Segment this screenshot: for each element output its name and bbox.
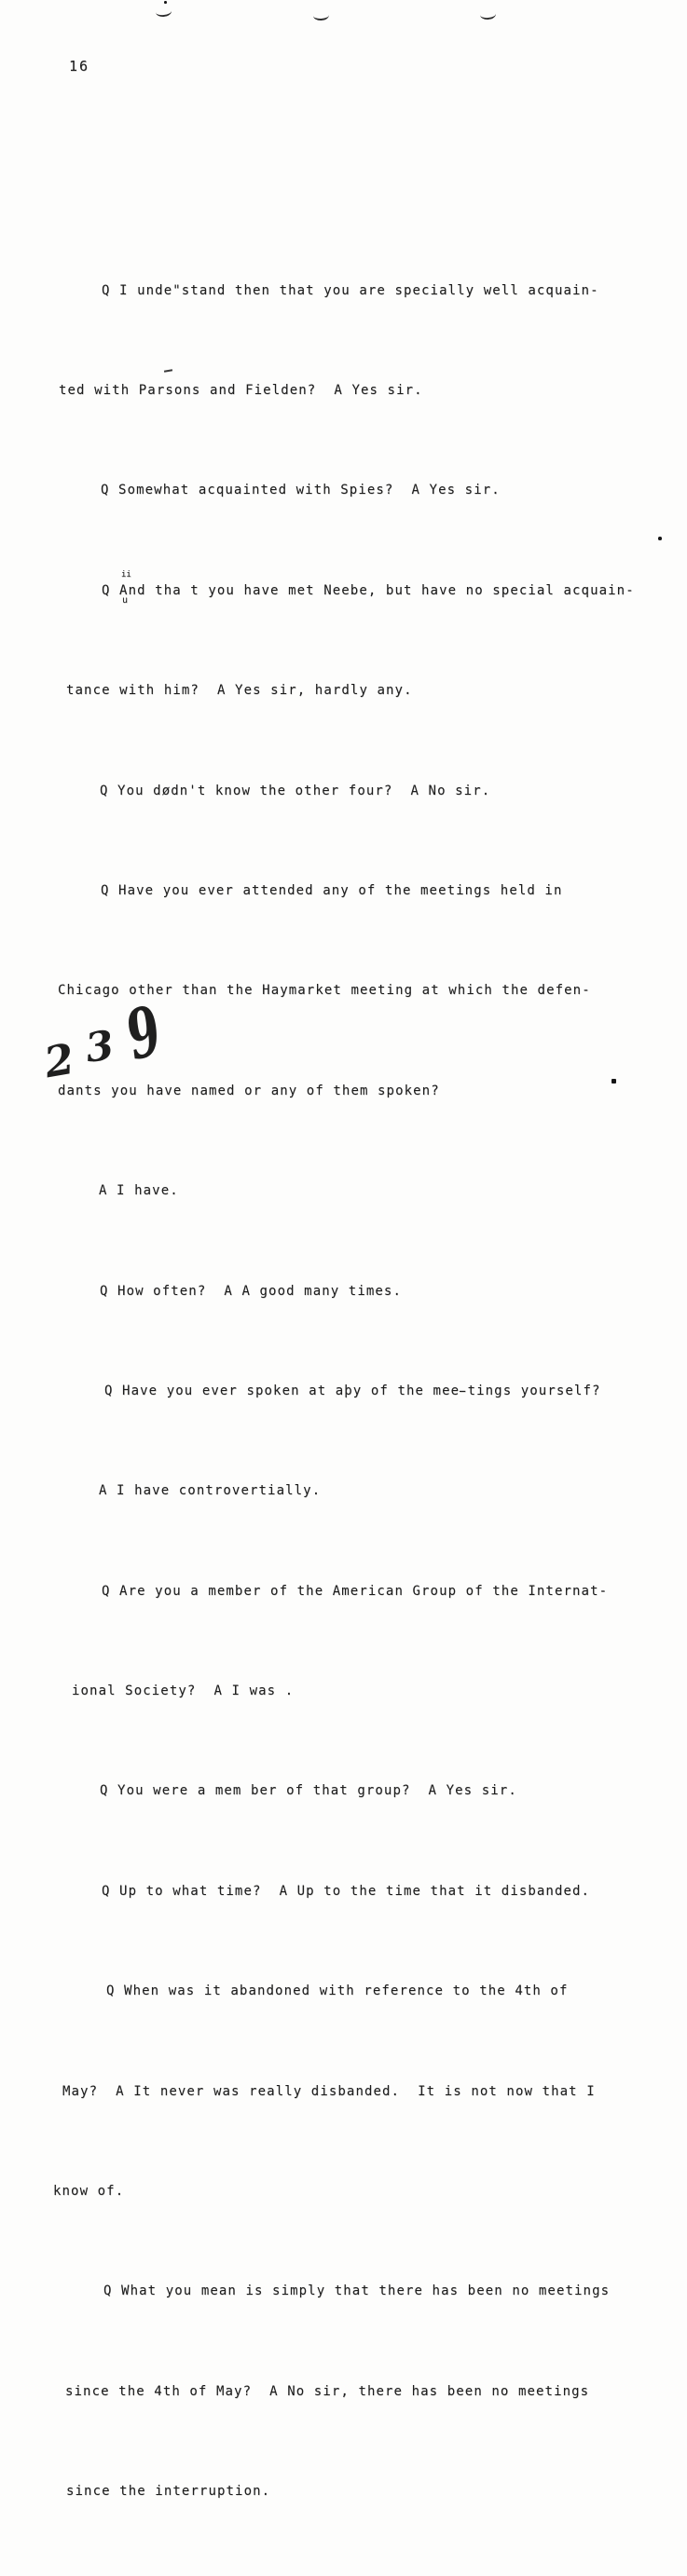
transcript-line: A I have. — [99, 1183, 179, 1199]
transcript-line: Q Have you ever spoken at aþy of the mee̵tings yourself? — [104, 1383, 601, 1398]
overtype-mark: ii — [121, 570, 131, 579]
transcript-line: Q Somewhat acquainted with Spies? A Yes sir. — [101, 483, 501, 498]
punch-mark-arc — [155, 6, 172, 18]
transcript-line: since the interruption. — [66, 2484, 271, 2500]
transcript-line: Chicago other than the Haymarket meeting at which the defen- — [58, 983, 591, 999]
transcript-line: Q What you mean is simply that there has been no meetings — [103, 2283, 611, 2299]
transcript-line: Q Up to what time? A Up to the time that it disbanded. — [102, 1883, 591, 1899]
transcript-line: Q You were a mem ber of that group? A Yes sir. — [100, 1783, 517, 1799]
transcript-line: ional Society? A I was . — [72, 1683, 295, 1699]
transcript-line: A I have controvertially. — [99, 1483, 322, 1499]
transcript-line: Q Have you ever attended any of the meetings held in — [101, 882, 563, 898]
transcript-line: know of. — [53, 2184, 125, 2200]
transcript-line: Q You dødn't know the other four? A No sir. — [100, 783, 491, 798]
punch-mark-arc — [313, 10, 330, 21]
overtype-mark: u — [122, 595, 129, 606]
handwritten-digit: 3 — [82, 1022, 117, 1072]
ink-speck — [611, 1079, 616, 1084]
page-number: 16 — [69, 58, 90, 75]
punch-mark-arc — [480, 8, 497, 20]
transcript-line: May? A It never was really disbanded. It is not now that I — [62, 2083, 596, 2099]
handwritten-digit: 9 — [117, 989, 170, 1076]
transcript-body — [53, 208, 668, 2576]
transcript-line: since the 4th of May? A No sir, there has been no meetings — [65, 2383, 590, 2399]
transcript-line: ted with Parsons and Fielden? A Yes sir. — [59, 382, 423, 398]
transcript-line: Q When was it abandoned with reference to the 4th of — [106, 1983, 569, 1999]
transcript-line: dants you have named or any of them spoken? — [58, 1083, 440, 1098]
ink-speck — [658, 537, 662, 540]
transcript-line: Q I unde"stand then that you are specially well acquain- — [102, 282, 599, 298]
transcript-line: Q Are you a member of the American Group of the Internat- — [102, 1583, 609, 1599]
transcript-line: tance with him? A Yes sir, hardly any. — [66, 683, 413, 699]
transcript-line: Q How often? A A good many times. — [100, 1283, 402, 1299]
ink-speck — [164, 1, 167, 4]
transcript-line: Q And tha t you have met Neebe, but have no special acquain- — [102, 582, 635, 598]
handwritten-digit: 2 — [40, 1033, 78, 1088]
